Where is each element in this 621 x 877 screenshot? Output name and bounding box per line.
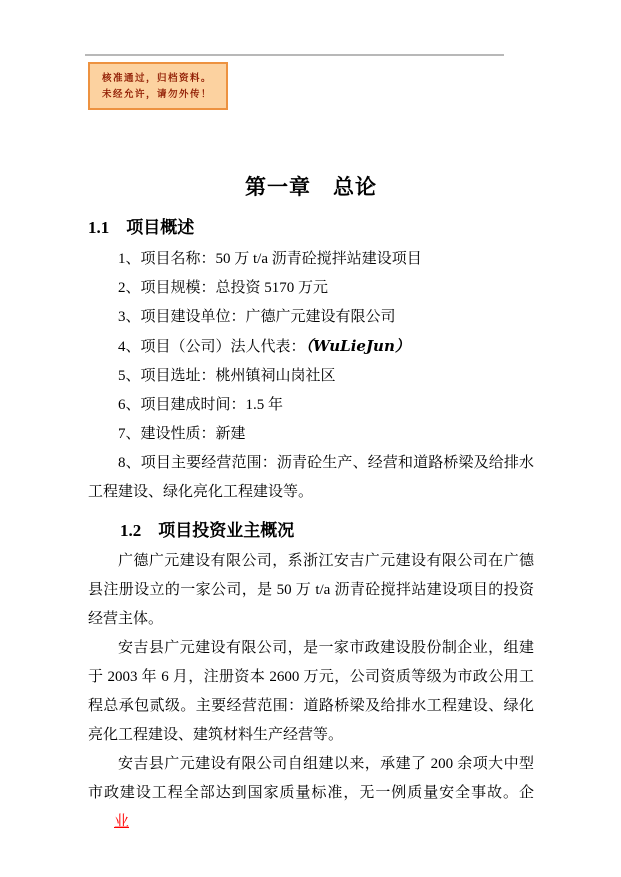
chapter-title: 第一章 总论 (245, 175, 377, 199)
approval-stamp (88, 62, 228, 110)
document-content (88, 172, 534, 837)
list-item-construction-nature: 7、建设性质：新建 (118, 426, 246, 442)
legal-representative-label: 4、项目（公司）法人代表： (118, 339, 306, 355)
list-item-project-scale: 2、项目规模：总投资 5170 万元 (118, 280, 329, 296)
investor-overview-text (88, 547, 534, 837)
section-1-1-heading: 1.1 项目概述 (88, 218, 195, 237)
legal-representative-signature: （WuLieJun） (305, 337, 410, 355)
paragraph-track-record (88, 750, 534, 837)
list-item-project-name: 1、项目名称：50 万 t/a 沥青砼搅拌站建设项目 (118, 251, 422, 267)
list-item-completion-time: 6、项目建成时间：1.5 年 (118, 397, 284, 413)
stamp-line-1: 核准通过，归档资料。 (102, 73, 213, 84)
list-item-legal-representative (88, 332, 534, 362)
track-record-text: 安吉县广元建设有限公司自组建以来，承建了 200 余项大中型市政建设工程全部达到国家质量标准，无一例质量安全事故。企 (88, 756, 534, 801)
red-underlined-character: 业 (114, 814, 130, 830)
paragraph-investor-subject: 广德广元建设有限公司，系浙江安吉广元建设有限公司在广德县注册设立的一家公司，是 50 万 t/a 沥青砼搅拌站建设项目的投资经营主体。 (88, 553, 534, 627)
top-divider (85, 54, 504, 56)
project-overview-list (88, 245, 534, 507)
section-1-2-heading: 1.2 项目投资业主概况 (120, 521, 295, 540)
list-item-project-site: 5、项目选址：桃州镇祠山岗社区 (118, 368, 336, 384)
paragraph-company-profile: 安吉县广元建设有限公司，是一家市政建设股份制企业，组建于 2003 年 6 月，注册资本 2600 万元，公司资质等级为市政公用工程总承包贰级。主要经营范围：道路桥梁及给排水工程建设、绿化亮化工程建设、建筑材料生产经营等。 (88, 640, 534, 743)
stamp-line-2: 未经允许，请勿外传！ (102, 89, 213, 100)
list-item-business-scope: 8、项目主要经营范围：沥青砼生产、经营和道路桥梁及给排水工程建设、绿化亮化工程建设等。 (88, 455, 534, 500)
list-item-construction-unit: 3、项目建设单位：广德广元建设有限公司 (118, 309, 396, 325)
